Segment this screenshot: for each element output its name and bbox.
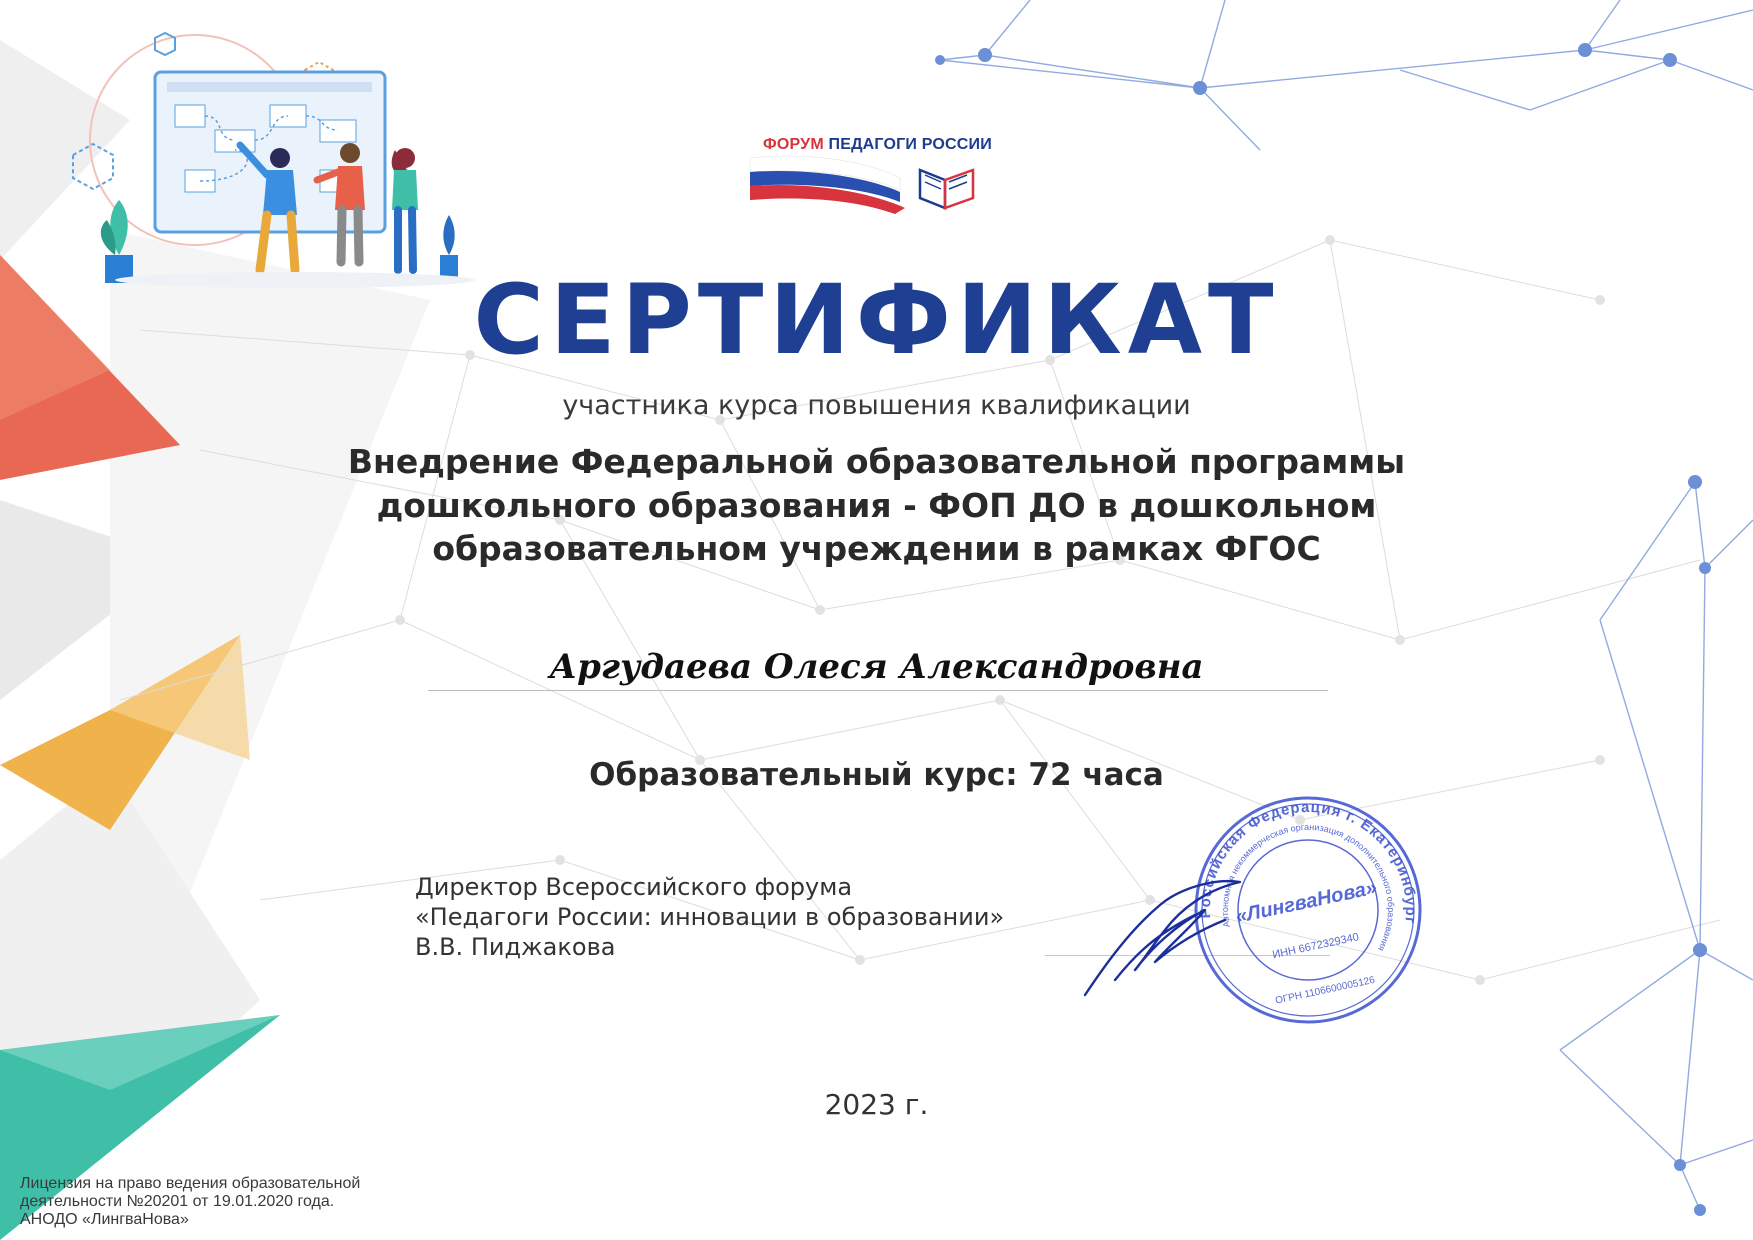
certificate-title: СЕРТИФИКАТ: [473, 264, 1280, 376]
logo-text-forum: ФОРУМ: [763, 136, 829, 153]
people-board-illustration: [55, 30, 475, 295]
seal-center-text: «ЛингваНова»: [1233, 876, 1379, 928]
signature-scribble: [1075, 870, 1250, 1000]
bg-network-blue-top: [940, 0, 1753, 150]
license-line: Лицензия на право ведения образовательной: [20, 1175, 361, 1192]
forum-logo: [745, 130, 1010, 220]
seal-inner-text: Автономная некоммерческая организация дополнительного образования: [1219, 821, 1397, 953]
board-card: [215, 130, 255, 152]
certificate-subtitle: участника курса повышения квалификации: [562, 390, 1191, 421]
director-block: [415, 872, 1004, 962]
logo-text-pedagogi: ПЕДАГОГИ РОССИИ: [828, 136, 992, 153]
seal-outer-text: Российская Федерация г. Екатеринбург: [1196, 798, 1420, 926]
plant-icon: [443, 215, 454, 255]
board-card: [175, 105, 205, 127]
course-hours: Образовательный курс: 72 часа: [589, 757, 1164, 793]
hexagon-icon: [155, 33, 175, 55]
board-card: [320, 120, 356, 142]
certificate-year: 2023 г.: [824, 1088, 929, 1121]
course-title-line: образовательном учреждении в рамках ФГОС: [432, 529, 1321, 569]
license-line: деятельности №20201 от 19.01.2020 года.: [20, 1193, 335, 1210]
license-line: АНОДО «ЛингваНова»: [20, 1211, 189, 1228]
person-body: [392, 170, 418, 210]
course-title-line: дошкольного образования - ФОП ДО в дошкольном: [376, 485, 1377, 525]
seal-ogrn-text: ОГРН 1106600005126: [1274, 974, 1376, 1007]
director-forum: «Педагоги России: инновации в образовании»: [415, 903, 1005, 931]
course-title-line: Внедрение Федеральной образовательной программы: [347, 442, 1406, 481]
bg-network-blue-top-nodes: [935, 43, 1677, 95]
seal-inn-text: ИНН 6672329340: [1271, 931, 1360, 962]
logo-text: [763, 136, 992, 154]
license-block: [20, 1175, 360, 1229]
person-legs: [398, 210, 413, 270]
person-head: [270, 148, 290, 168]
recipient-name: Аргудаева Олеся Александровна: [549, 647, 1204, 687]
director-name: В.В. Пиджакова: [415, 933, 616, 961]
director-title: Директор Всероссийского форума: [415, 873, 853, 901]
whiteboard-header: [167, 82, 372, 92]
person-head: [340, 143, 360, 163]
course-title: [300, 440, 1453, 571]
name-underline: [428, 690, 1328, 691]
